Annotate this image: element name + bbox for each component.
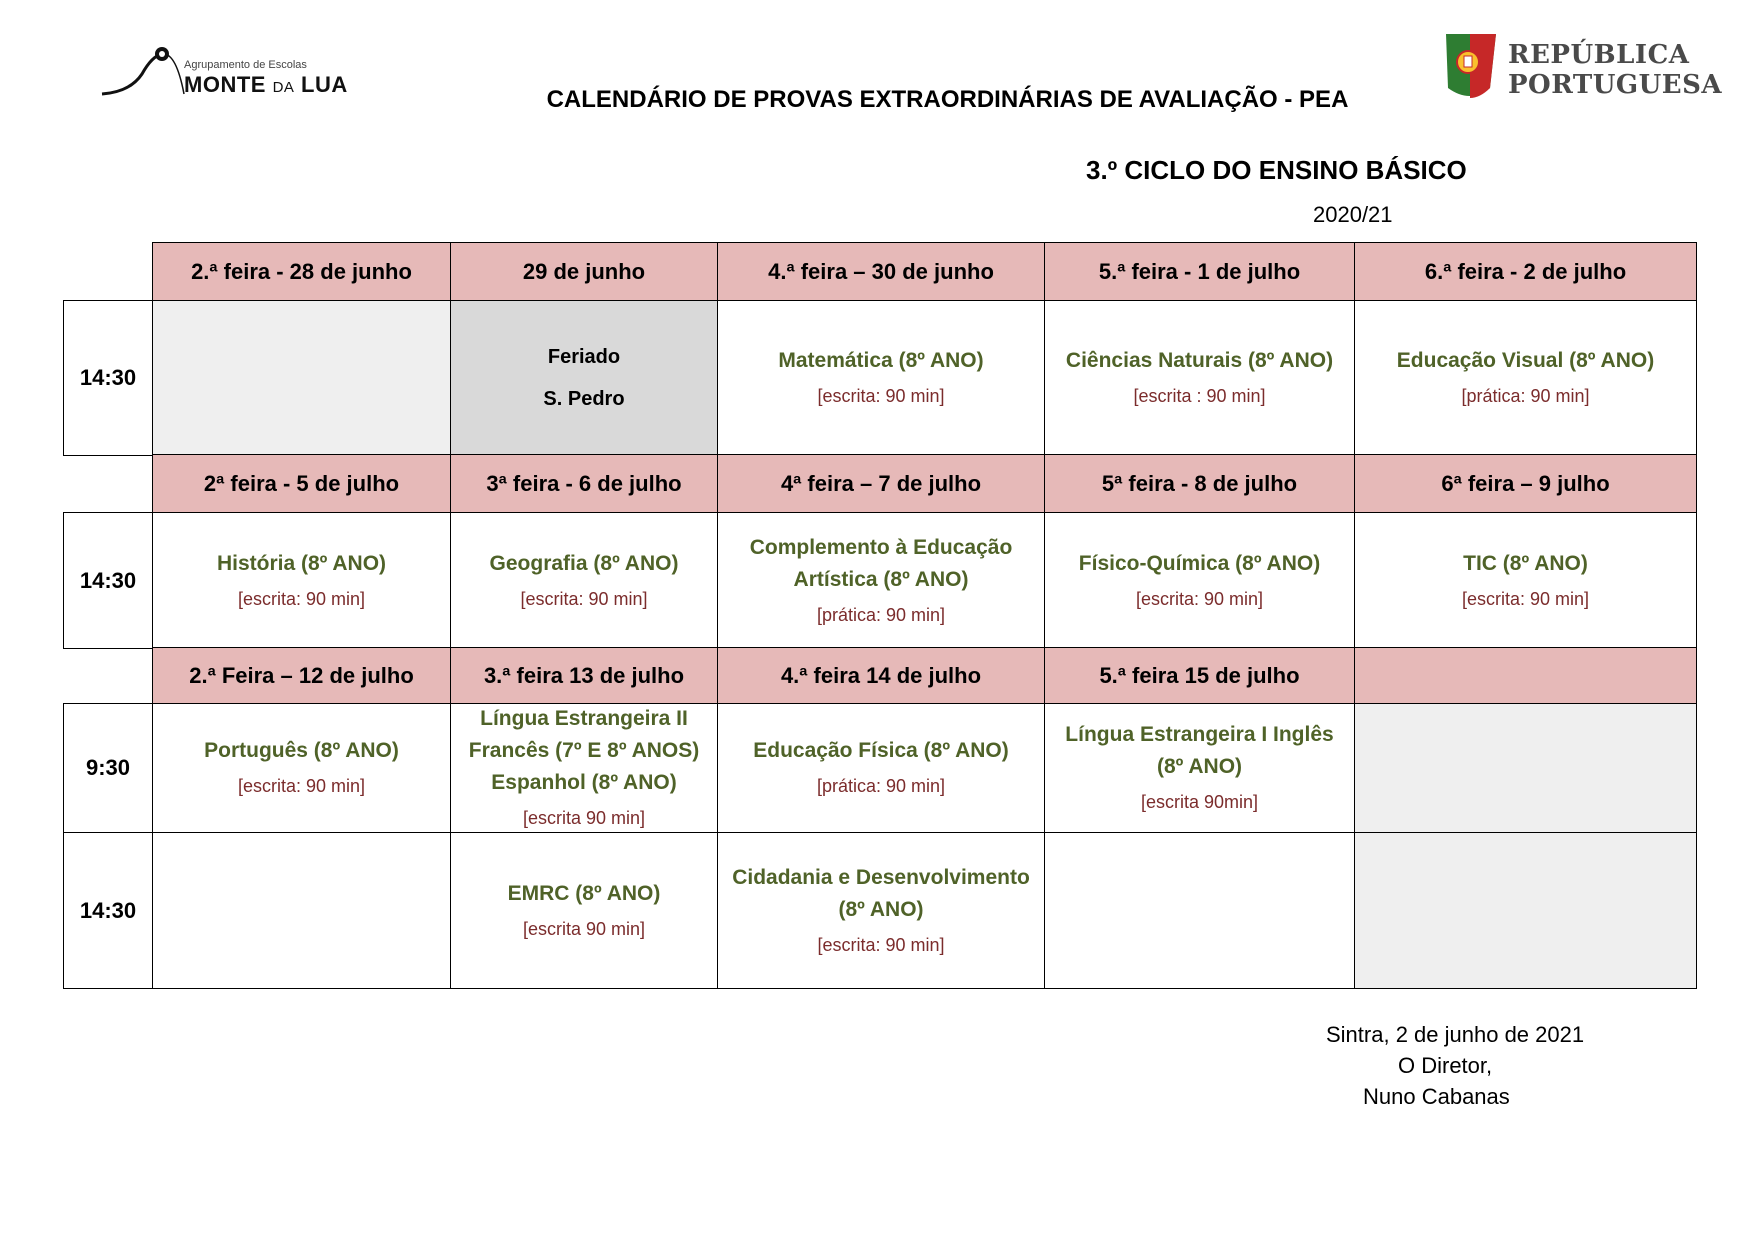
school-year: 2020/21	[1313, 202, 1393, 227]
school-logo-name: MONTE DA LUA	[184, 72, 348, 97]
day-header-label: 5ª feira - 8 de julho	[1101, 470, 1298, 496]
day-header	[1044, 647, 1355, 704]
time-slot	[63, 703, 153, 833]
day-header	[152, 242, 451, 301]
day-header-label: 6.ª feira - 2 de julho	[1424, 258, 1627, 284]
exam-subject: Português (8º ANO)	[204, 739, 399, 762]
exam-subject: História (8º ANO)	[216, 551, 387, 575]
exam-duration: [escrita: 90 min]	[1135, 588, 1264, 609]
time-slot-label: 14:30	[79, 567, 137, 593]
day-header	[1044, 242, 1355, 301]
exam-subject: (8º ANO)	[838, 897, 924, 921]
day-header	[450, 647, 718, 704]
exam-cell	[1354, 300, 1697, 456]
day-header	[1354, 454, 1697, 513]
exam-cell	[450, 703, 718, 833]
empty-cell	[152, 300, 451, 456]
exam-cell	[1044, 512, 1355, 649]
time-slot	[63, 300, 153, 456]
day-header	[1044, 454, 1355, 513]
exam-duration: [escrita: 90 min]	[817, 934, 945, 955]
time-slot	[63, 832, 153, 989]
exam-subject: Matemática (8º ANO)	[778, 349, 984, 372]
day-header	[1354, 647, 1697, 704]
day-header	[450, 242, 718, 301]
day-header	[152, 647, 451, 704]
exam-cell	[717, 703, 1045, 833]
exam-subject: Complemento à Educação	[749, 535, 1013, 559]
exam-subject: Ciências Naturais (8º ANO)	[1065, 349, 1334, 372]
exam-subject: Artística (8º ANO)	[793, 567, 969, 591]
day-header-label: 2ª feira - 5 de julho	[203, 470, 400, 496]
exam-cell	[1354, 512, 1697, 649]
exam-duration: [escrita 90min]	[1140, 792, 1259, 812]
time-slot-label: 9:30	[85, 755, 131, 780]
page-title: CALENDÁRIO DE PROVAS EXTRAORDINÁRIAS DE AVALIAÇÃO - PEA	[546, 86, 1349, 113]
day-header-label: 4.ª feira – 30 de junho	[768, 258, 994, 284]
day-header-label: 6ª feira – 9 julho	[1441, 470, 1610, 496]
day-header-label: 29 de junho	[522, 258, 646, 284]
exam-subject: Educação Física (8º ANO)	[753, 739, 1009, 762]
day-header-label: 2.ª feira - 28 de junho	[191, 258, 412, 284]
time-slot	[63, 512, 153, 649]
republic-logo-line2: PORTUGUESA	[1508, 70, 1723, 100]
exam-duration: [escrita: 90 min]	[520, 588, 648, 609]
day-header	[1354, 242, 1697, 301]
day-header	[450, 454, 718, 513]
exam-cell	[717, 512, 1045, 649]
time-slot-label: 14:30	[79, 897, 137, 923]
holiday-label: Feriado	[547, 346, 621, 368]
exam-duration: [escrita 90 min]	[522, 918, 646, 939]
page-subtitle: 3.º CICLO DO ENSINO BÁSICO	[1086, 155, 1467, 185]
day-header	[717, 454, 1045, 513]
exam-subject: Língua Estrangeira II	[480, 707, 688, 730]
day-header-label: 5.ª feira 15 de julho	[1099, 662, 1300, 688]
exam-subject: (8º ANO)	[1156, 755, 1243, 778]
day-header-label: 5.ª feira - 1 de julho	[1098, 258, 1301, 284]
exam-cell	[450, 832, 718, 989]
empty-cell	[152, 832, 451, 989]
footer-signatory: Nuno Cabanas	[1363, 1084, 1510, 1109]
footer-role: O Diretor,	[1398, 1053, 1493, 1078]
exam-duration: [escrita: 90 min]	[1461, 588, 1590, 609]
exam-subject: Cidadania e Desenvolvimento	[732, 865, 1030, 889]
exam-subject: Físico-Química (8º ANO)	[1078, 551, 1321, 575]
exam-subject: Geografia (8º ANO)	[489, 551, 679, 575]
holiday-label: S. Pedro	[543, 388, 625, 410]
day-header-label: 3.ª feira 13 de julho	[483, 662, 685, 688]
exam-duration: [prática: 90 min]	[1461, 386, 1590, 406]
exam-cell	[450, 512, 718, 649]
time-slot-label: 14:30	[79, 365, 137, 390]
exam-subject: TIC (8º ANO)	[1463, 551, 1588, 575]
republic-logo-line1: REPÚBLICA	[1508, 40, 1690, 70]
exam-cell	[717, 832, 1045, 989]
exam-subject: Língua Estrangeira I Inglês	[1065, 723, 1334, 746]
school-logo-caption: Agrupamento de Escolas	[184, 59, 307, 71]
exam-duration: [prática: 90 min]	[816, 604, 946, 625]
exam-cell	[1044, 703, 1355, 833]
exam-subject: Educação Visual (8º ANO)	[1396, 349, 1655, 372]
exam-duration: [prática: 90 min]	[816, 776, 946, 796]
day-header	[717, 647, 1045, 704]
empty-cell	[1354, 703, 1697, 833]
day-header-label: 4.ª feira 14 de julho	[780, 662, 982, 688]
day-header	[152, 454, 451, 513]
holiday-cell	[450, 300, 718, 456]
exam-cell	[1044, 300, 1355, 456]
exam-cell	[152, 512, 451, 649]
footer-place-date: Sintra, 2 de junho de 2021	[1326, 1022, 1585, 1047]
exam-duration: [escrita 90 min]	[522, 808, 646, 828]
day-header	[717, 242, 1045, 301]
exam-duration: [escrita: 90 min]	[237, 588, 366, 609]
exam-duration: [escrita : 90 min]	[1133, 386, 1266, 406]
exam-subject: Espanhol (8º ANO)	[491, 771, 677, 794]
exam-cell	[152, 703, 451, 833]
day-header-label: 2.ª Feira – 12 de julho	[189, 662, 414, 688]
exam-cell	[717, 300, 1045, 456]
exam-duration: [escrita: 90 min]	[817, 386, 945, 406]
empty-cell	[1044, 832, 1355, 989]
exam-subject: Francês (7º E 8º ANOS)	[468, 739, 700, 762]
day-header-label: 4ª feira – 7 de julho	[780, 470, 982, 496]
exam-subject: EMRC (8º ANO)	[507, 881, 661, 905]
empty-cell	[1354, 832, 1697, 989]
exam-duration: [escrita: 90 min]	[237, 776, 366, 796]
day-header-label: 3ª feira - 6 de julho	[486, 470, 682, 496]
